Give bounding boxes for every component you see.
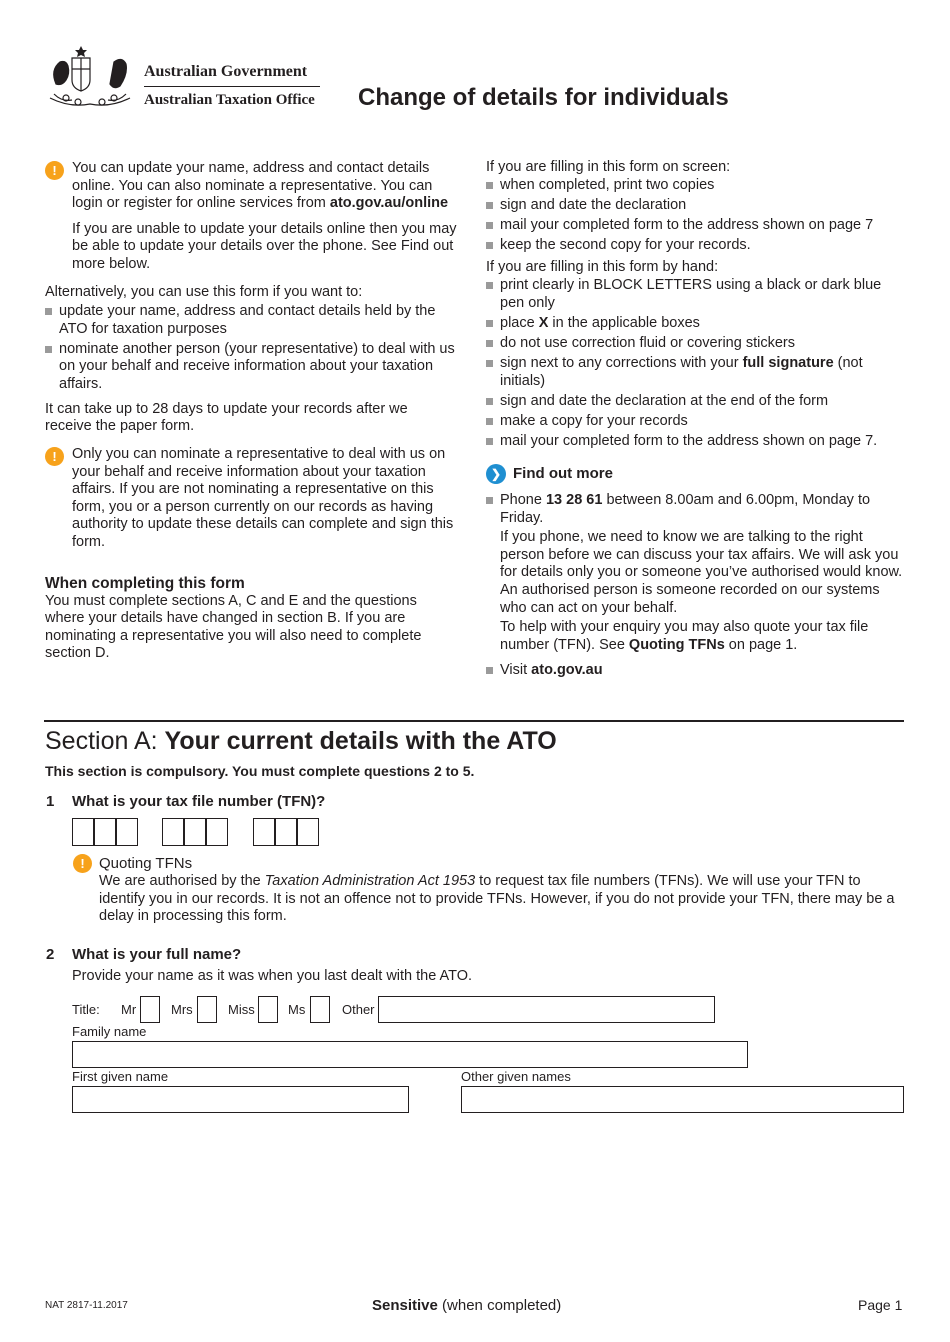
question-help: Provide your name as it was when you last dealt with the ATO.: [72, 968, 473, 984]
question-number: 2: [46, 946, 55, 963]
list-item: keep the second copy for your records.: [486, 237, 906, 255]
other-title-label: Other: [342, 1002, 375, 1017]
other-given-names-input[interactable]: [461, 1086, 904, 1113]
contact-info: [486, 492, 906, 682]
completing-heading: When completing this form: [45, 575, 245, 592]
title-option-label: Mrs: [171, 1002, 193, 1017]
tfn-digit-input[interactable]: [275, 818, 297, 846]
agency-name: Australian Taxation Office: [144, 92, 315, 108]
screen-list: [486, 177, 906, 255]
list-item: sign next to any corrections with your full signature (not initials): [486, 355, 906, 390]
hand-intro: If you are filling in this form by hand:: [486, 259, 719, 276]
screen-intro: If you are filling in this form on screen:: [486, 159, 731, 175]
coat-of-arms-logo: [44, 44, 136, 112]
hand-list: [486, 277, 906, 450]
tfn-digit-input[interactable]: [116, 818, 138, 846]
tfn-digit-input[interactable]: [184, 818, 206, 846]
ato-website-link[interactable]: ato.gov.au: [531, 662, 603, 679]
list-item: sign and date the declaration: [486, 197, 906, 215]
title-ms-checkbox[interactable]: [310, 996, 330, 1023]
page-number: Page 1: [858, 1297, 903, 1313]
tfn-digit-input[interactable]: [94, 818, 116, 846]
title-mrs-checkbox[interactable]: [197, 996, 217, 1023]
ato-online-link[interactable]: ato.gov.au/online: [329, 195, 449, 212]
government-name: Australian Government: [144, 63, 308, 80]
title-option-label: Miss: [228, 1002, 255, 1017]
phone-number: 13 28 61: [545, 492, 603, 508]
notice-online: You can update your name, address and contact details online. You can also nominate a representative. You can login or register for online services from ato.gov.au/online: [72, 160, 449, 212]
tfn-digit-input[interactable]: [206, 818, 228, 846]
list-item: do not use correction fluid or covering stickers: [486, 335, 906, 353]
quoting-tfns-text: We are authorised by the Taxation Administration Act 1953 to request tax file numbers (TFNs). We will use your TFN to identify you in our records. It is not an offence not to provide TFNs. However, if you do not provide your TFN, there may be a delay in processing this form.: [99, 873, 895, 925]
list-item: nominate another person (your representative) to deal with us on your behalf and receive information about your taxation affairs.: [45, 341, 457, 394]
sensitive-label: Sensitive (when completed): [372, 1297, 562, 1314]
section-a-heading: Section A: Your current details with the ATO: [45, 727, 557, 755]
list-item: mail your completed form to the address shown on page 7.: [486, 433, 906, 451]
list-item: sign and date the declaration at the end of the form: [486, 393, 906, 411]
alternatives-list: [45, 303, 457, 393]
list-item: print clearly in BLOCK LETTERS using a black or dark blue pen only: [486, 277, 906, 312]
tfn-help: To help with your enquiry you may also quote your tax file number (TFN). See Quoting TFNs on page 1.: [500, 619, 869, 653]
other-title-input[interactable]: [378, 996, 715, 1023]
list-item: update your name, address and contact details held by the ATO for taxation purposes: [45, 303, 457, 338]
family-name-input[interactable]: [72, 1041, 748, 1068]
list-item: Visit ato.gov.au: [486, 662, 906, 680]
tfn-digit-input[interactable]: [72, 818, 94, 846]
title-option-label: Ms: [288, 1002, 306, 1017]
first-given-name-input[interactable]: [72, 1086, 409, 1113]
list-item: when completed, print two copies: [486, 177, 906, 195]
list-item: place X in the applicable boxes: [486, 315, 906, 333]
notice-phone: If you are unable to update your details online then you may be able to update your details over the phone. See Find out more below.: [72, 220, 457, 272]
other-given-names-label: Other given names: [461, 1069, 571, 1084]
section-a-compulsory: This section is compulsory. You must complete questions 2 to 5.: [45, 763, 475, 779]
first-given-name-label: First given name: [72, 1069, 169, 1084]
page-title: Change of details for individuals: [358, 84, 729, 111]
section-divider: [44, 720, 904, 722]
chevron-right-icon: ❯: [486, 464, 506, 484]
title-label: Title:: [72, 1002, 100, 1017]
list-item: mail your completed form to the address shown on page 7: [486, 217, 906, 235]
question-full-name: What is your full name?: [72, 946, 242, 963]
phone-details: If you phone, we need to know we are talking to the right person before we can discuss your tax affairs. We will ask you for details only you or someone you’ve authorised would know. An authorised person is someone recorded on our systems who can act on your behalf.: [500, 529, 903, 616]
warning-icon: !: [45, 447, 64, 466]
list-item: make a copy for your records: [486, 413, 906, 431]
find-out-more-heading: Find out more: [513, 465, 613, 482]
title-option-label: Mr: [121, 1002, 137, 1017]
title-miss-checkbox[interactable]: [258, 996, 278, 1023]
right-column: [486, 159, 906, 453]
quoting-tfns-link[interactable]: Quoting TFNs: [628, 636, 725, 653]
quoting-tfns-heading: Quoting TFNs: [99, 855, 193, 872]
tfn-digit-input[interactable]: [162, 818, 184, 846]
alternatively-text: Alternatively, you can use this form if you want to:: [45, 283, 363, 300]
list-item: Phone 13 28 61 between 8.00am and 6.00pm, Monday to Friday. If you phone, we need to know we are talking to the right person before we can discuss your tax affairs. We will ask you for details only you or someone you’ve authorised would know. An authorised person is someone recorded on our systems who can act on your behalf. To help with your enquiry you may also quote your tax file number (TFN). See Quoting TFNs on page 1.: [486, 492, 906, 654]
representative-notice: ! Only you can nominate a representative to deal with us on your behalf and receive information about your taxation affairs. If you are not nominating a representative on this form, you or a person currently on our records as having authority to update these details can complete and sign this form.: [45, 446, 457, 552]
tfn-digit-input[interactable]: [253, 818, 275, 846]
warning-icon: !: [45, 161, 64, 180]
divider: [144, 86, 320, 87]
completing-text: You must complete sections A, C and E and the questions where your details have changed in section B. If you are nominating a representative you will also need to complete section D.: [45, 592, 422, 662]
completing-section: [45, 575, 457, 663]
left-column: [45, 160, 457, 436]
warning-icon: !: [73, 854, 92, 873]
form-code: NAT 2817-11.2017: [45, 1300, 128, 1311]
question-tfn: What is your tax file number (TFN)?: [72, 793, 326, 810]
question-number: 1: [46, 793, 55, 810]
tfn-digit-input[interactable]: [297, 818, 319, 846]
family-name-label: Family name: [72, 1024, 147, 1039]
title-mr-checkbox[interactable]: [140, 996, 160, 1023]
find-out-more-link[interactable]: Find out more: [72, 238, 454, 272]
processing-time-text: It can take up to 28 days to update your records after we receive the paper form.: [45, 400, 408, 435]
